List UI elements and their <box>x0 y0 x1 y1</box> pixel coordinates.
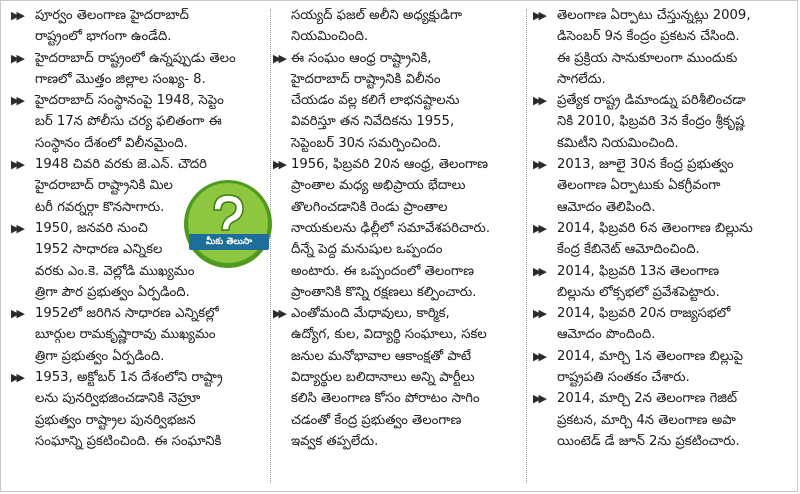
badge-label: మీకు తెలుసా <box>189 234 269 250</box>
bullet-icon: ▶▶ <box>11 371 22 385</box>
list-item: ▶▶ 2013, జూలై 30న కేంద్ర ప్రభుత్వం తెలంగాణ ఏర్పాటుకు ఏకగ్రీవంగా ఆమోదం తెలిపింది. <box>529 154 795 218</box>
bullet-icon: ▶▶ <box>273 307 284 321</box>
list-item: సయ్యద్ ఫజల్ అలీని అధ్యక్షుడిగా నియమించింది. <box>291 8 462 45</box>
bullet-icon: ▶▶ <box>11 158 22 172</box>
bullet-icon: ▶▶ <box>533 94 544 108</box>
column-2 <box>273 5 525 487</box>
list-item: ▶▶ పూర్వం తెలంగాణ హైదరాబాద్ రాష్ట్రంలో భాగంగా ఉండేది. <box>7 5 269 48</box>
bullet-icon: ▶▶ <box>11 9 22 22</box>
bullet-icon: ▶▶ <box>533 349 544 363</box>
bullet-icon: ▶▶ <box>273 51 284 65</box>
list-item: ▶▶ 2014, ఫిబ్రవరి 20న రాజ్యసభలో ఆమోదం పొందింది. <box>529 303 795 346</box>
list-item: ▶▶ 1948 చివరి వరకు జె.ఎన్. చౌదరి హైదరాబాద్ రాష్ట్రానికి మిల టరీ గవర్నర్గా కొనసాగారు. <box>7 154 269 218</box>
bullet-icon: ▶▶ <box>533 392 544 406</box>
bullet-icon: ▶▶ <box>11 307 22 321</box>
bullet-icon: ▶▶ <box>533 9 544 22</box>
bullet-icon: ▶▶ <box>11 221 22 235</box>
list-item: ▶▶ 2014, మార్చి 1న తెలంగాణ బిల్లుపై రాష్ట్రపతి సంతకం చేశారు. <box>529 346 795 389</box>
list-item: ▶▶ 2014, మార్చి 2న తెలంగాణ గెజిట్ ప్రకటన, మార్చి 4న తెలంగాణ అపా యింటెడ్ డే జూన్ 2ను ప్రకటించారు. <box>529 388 795 452</box>
column-divider <box>526 9 527 483</box>
column-3 <box>529 5 795 487</box>
list-item: ▶▶ హైదరాబాద్ సంస్థానంపై 1948, సెప్టెం బర్ 17న పోలీసు చర్య ఫలితంగా ఈ సంస్థానం దేశంలో విలీనమైంది. <box>7 90 269 154</box>
list-item: ▶▶ హైదరాబాద్ రాష్ట్రంలో ఉన్నప్పుడు తెలం గాణలో మొత్తం జిల్లాల సంఖ్య- 8. <box>7 48 269 91</box>
list-item: ▶▶ 1950, జనవరి నుంచి 1952 సాధారణ ఎన్నికల వరకు ఎం.కె. వెల్లోడి ముఖ్యమం త్రిగా పౌర ప్రభుత్వం ఏర్పడింది. <box>7 218 269 303</box>
list-item: ▶▶ 1956, ఫిబ్రవరి 20న ఆంధ్ర, తెలంగాణ ప్రాంతాల మధ్య అభిప్రాయ భేదాలు తొలగించడానికి రెండు ప్రాంతాల నాయకులను ఢిల్లీలో సమావేశపరిచారు. దీన్నే పెద్ద మనుషుల ఒప్పందం అంటారు. ఈ ఒప్పందంలో తెలంగాణ ప్రాంతానికి కొన్ని రక్షణలు కల్పించారు. <box>273 154 525 303</box>
bullet-icon: ▶▶ <box>11 94 22 108</box>
bullet-icon: ▶▶ <box>533 221 544 235</box>
did-you-know-badge <box>181 177 275 271</box>
bullet-icon: ▶▶ <box>533 307 544 321</box>
list-item: ▶▶ 2014, ఫిబ్రవరి 6న తెలంగాణ బిల్లును కేంద్ర కేబినెట్ ఆమోదించింది. <box>529 218 795 261</box>
list-item: ▶▶ 1952లో జరిగిన సాధారణ ఎన్నికల్లో బూర్గుల రామకృష్ణారావు ముఖ్యమం త్రిగా ప్రభుత్వం ఏర్పడింది. <box>7 303 269 367</box>
bullet-icon: ▶▶ <box>533 158 544 172</box>
list-item: ▶▶ ప్రత్యేక రాష్ట్ర డిమాండ్ను పరిశీలించడా నికి 2010, ఫిబ్రవరి 3న కేంద్రం శ్రీకృష్ణ కమిటీని నియమించింది. <box>529 90 795 154</box>
bullet-icon: ▶▶ <box>11 51 22 65</box>
list-item: ▶▶ ఈ సంఘం ఆంధ్ర రాష్ట్రానికి, హైదరాబాద్ రాష్ట్రానికి విలీనం చేయడం వల్ల కలిగే లాభనష్టాలను వివరిస్తూ తన నివేదికను 1955, సెప్టెంబర్ 30న సమర్పించింది. <box>273 48 525 154</box>
bullet-icon: ▶▶ <box>273 158 284 172</box>
question-mark-icon <box>181 177 275 271</box>
list-item: ▶▶ 1953, అక్టోబర్ 1న దేశంలోని రాష్ట్రా లను పునర్విభజించడానికి నెహ్రూ ప్రభుత్వం రాష్ట్రాల పునర్విభజన సంఘాన్ని ప్రకటించింది. ఈ సంఘానికి <box>7 367 269 452</box>
list-item: ▶▶ 2014, ఫిబ్రవరి 13న తెలంగాణ బిల్లును లోక్సభలో ప్రవేశపెట్టారు. <box>529 261 795 304</box>
list-item: ▶▶ ఎంతోమంది మేధావులు, కార్మిక, ఉద్యోగ, కుల, విద్యార్థి సంఘాలు, సకల జనుల మనోభావాల ఆకాంక్షతో పాటే విద్యార్థుల బలిదానాలు అన్ని పార్టీలు కలిసి తెలంగాణ కోసం పోరాటం సాగిం చడంతో కేంద్ర ప్రభుత్వం తెలంగాణ ఇవ్వక తప్పలేదు. <box>273 303 525 452</box>
list-item: ▶▶ తెలంగాణ ఏర్పాటు చేస్తున్నట్లు 2009, డిసెంబర్ 9న కేంద్రం ప్రకటన చేసింది. ఈ ప్రక్రియ సానుకూలంగా ముందుకు సాగలేదు. <box>529 5 795 90</box>
bullet-icon: ▶▶ <box>533 264 544 278</box>
